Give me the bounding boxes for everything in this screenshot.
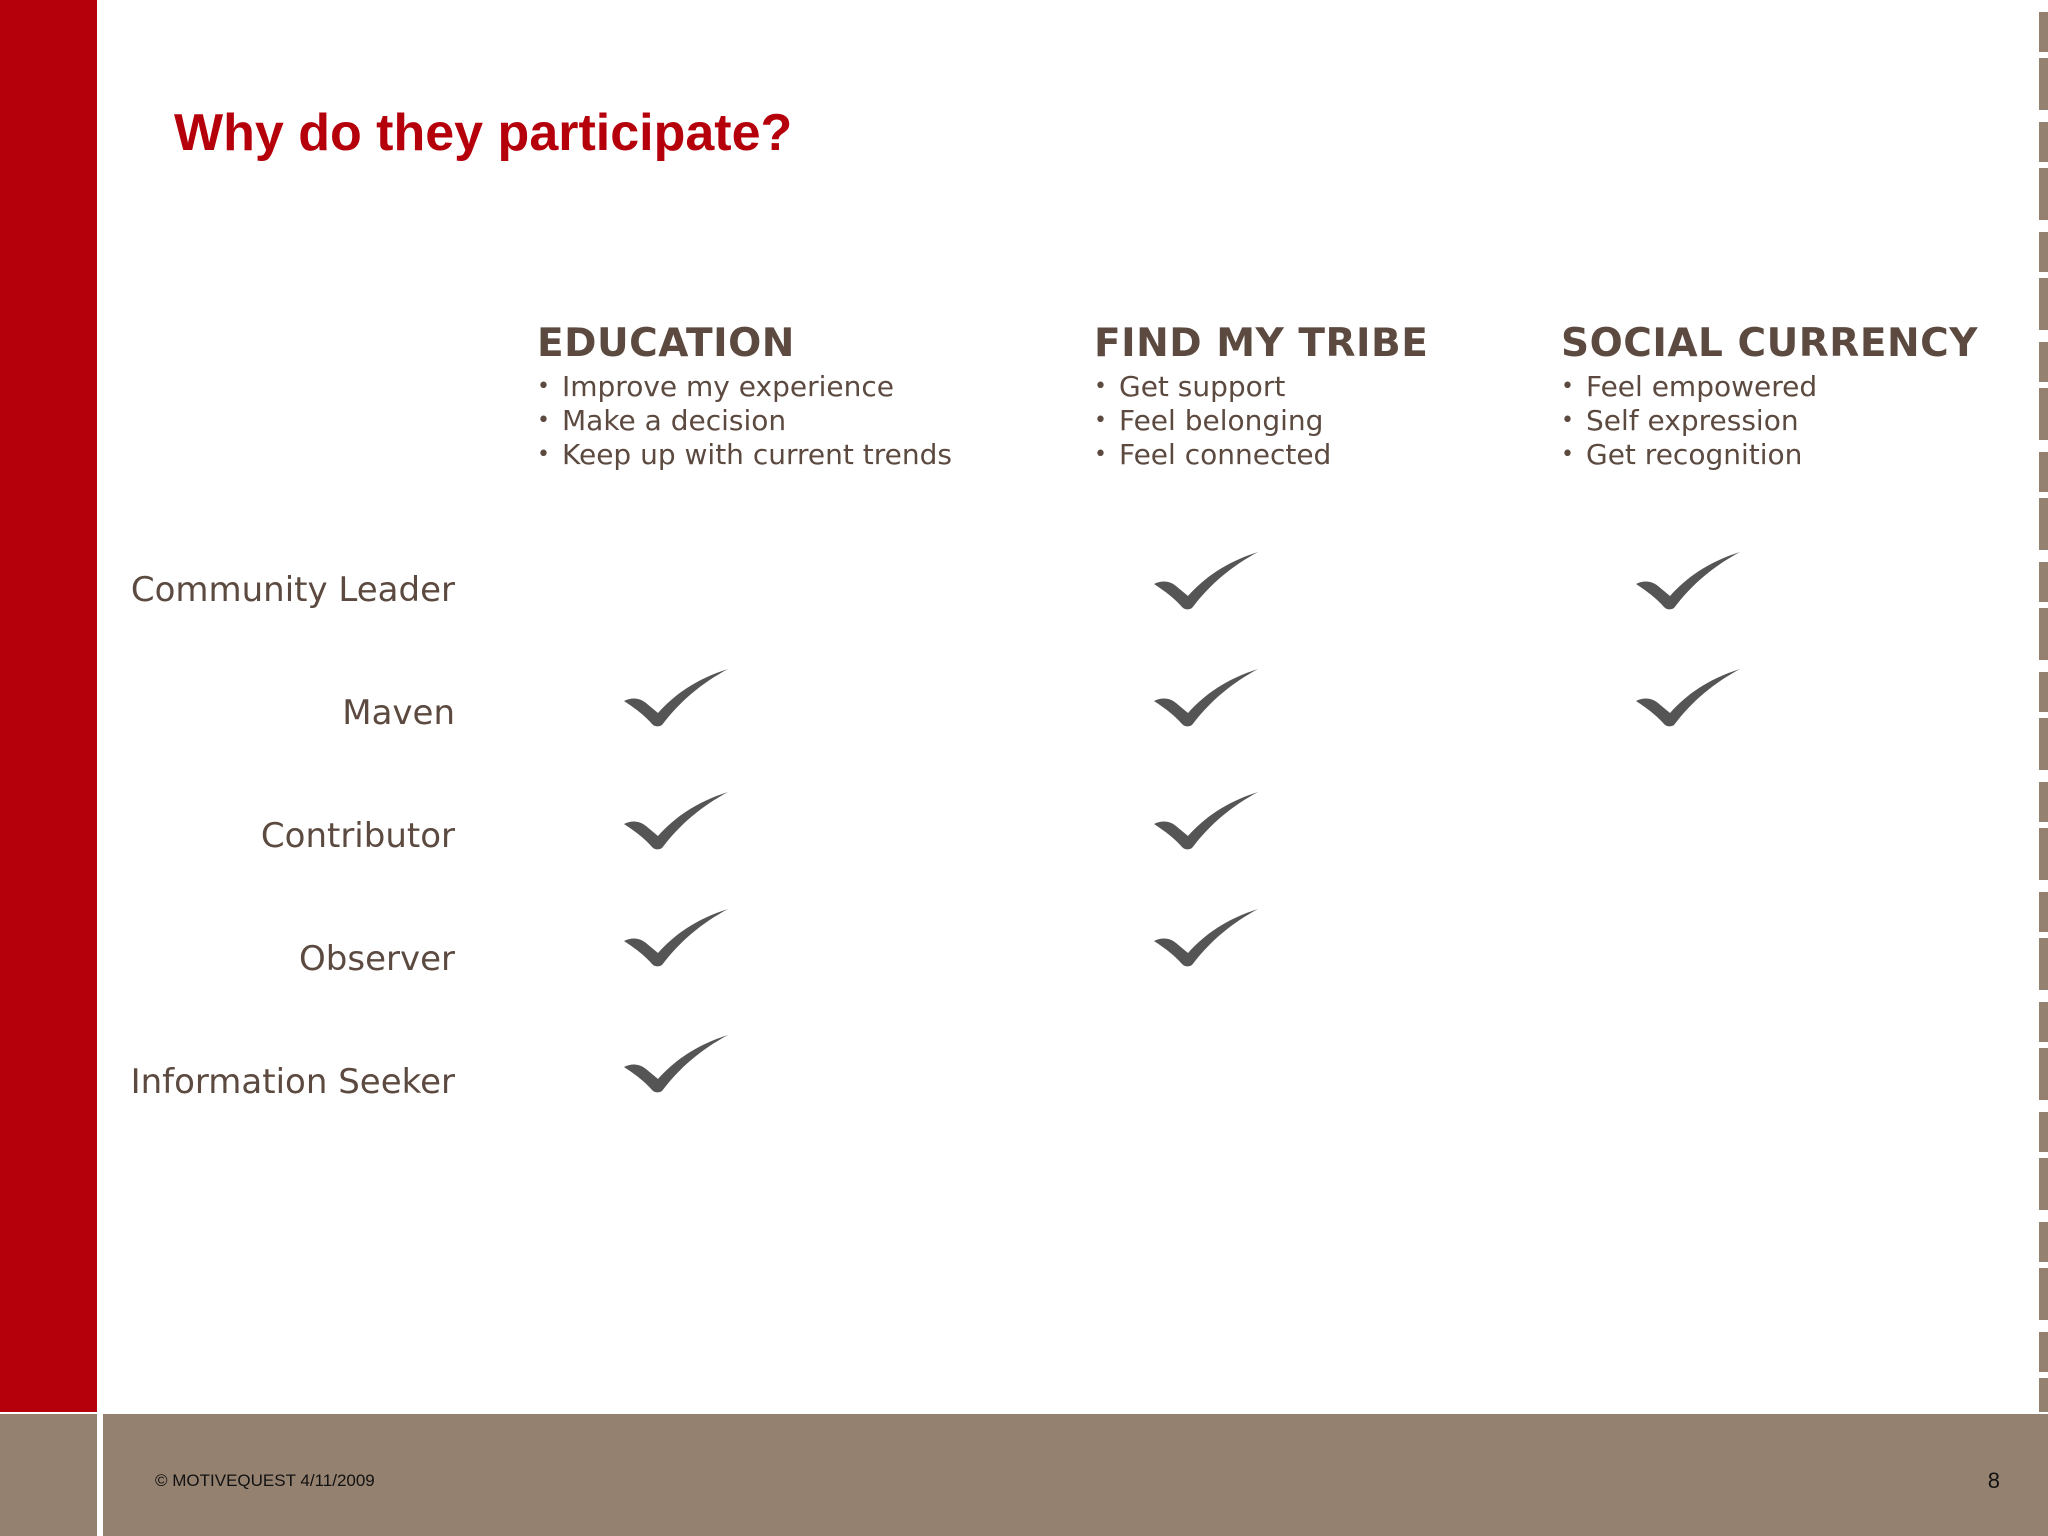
left-divider (97, 0, 103, 1536)
footer-band (103, 1414, 2048, 1536)
checkmark-icon (1152, 790, 1260, 850)
column-social-currency (1561, 318, 1978, 472)
bullet-list (1094, 370, 1428, 472)
list-item: • Keep up with current trends (537, 438, 952, 471)
left-footer-block (0, 1414, 97, 1536)
bullet-list (537, 370, 952, 472)
slide-title: Why do they participate? (174, 104, 793, 162)
list-item: • Feel belonging (1094, 404, 1324, 437)
footer-copyright: © MOTIVEQUEST 4/11/2009 (155, 1471, 375, 1490)
bullet-icon: • (1094, 374, 1107, 399)
column-education (537, 318, 952, 472)
list-item: • Feel empowered (1561, 370, 1818, 403)
checkmark-icon (1634, 667, 1742, 727)
list-item: • Self expression (1561, 404, 1799, 437)
bullet-icon: • (537, 442, 550, 467)
list-item: • Make a decision (537, 404, 787, 437)
left-accent-bar (0, 0, 97, 1412)
checkmark-icon (622, 667, 730, 727)
bullet-icon: • (1094, 408, 1107, 433)
bullet-list (1561, 370, 1978, 472)
row-label-observer: Observer (299, 939, 455, 979)
list-item: • Get recognition (1561, 438, 1803, 471)
row-label-community-leader: Community Leader (130, 570, 455, 610)
bullet-icon: • (537, 374, 550, 399)
bullet-icon: • (1561, 442, 1574, 467)
column-heading: FIND MY TRIBE (1094, 321, 1429, 366)
row-label-contributor: Contributor (260, 816, 455, 856)
checkmark-icon (1634, 550, 1742, 610)
list-item: • Get support (1094, 370, 1286, 403)
bullet-icon: • (1561, 374, 1574, 399)
column-find-my-tribe (1094, 318, 1428, 472)
checkmark-icon (1152, 907, 1260, 967)
right-decorative-strip (2036, 0, 2048, 1412)
checkmark-icon (622, 1033, 730, 1093)
column-heading: SOCIAL CURRENCY (1561, 321, 1978, 366)
bullet-icon: • (537, 408, 550, 433)
list-item: • Improve my experience (537, 370, 894, 403)
bullet-icon: • (1561, 408, 1574, 433)
column-heading: EDUCATION (537, 321, 795, 366)
checkmark-icon (622, 907, 730, 967)
list-item: • Feel connected (1094, 438, 1332, 471)
page-number: 8 (1987, 1468, 2000, 1493)
row-label-information-seeker: Information Seeker (130, 1062, 455, 1102)
checkmark-icon (1152, 667, 1260, 727)
row-label-maven: Maven (342, 693, 455, 733)
bullet-icon: • (1094, 442, 1107, 467)
checkmark-icon (622, 790, 730, 850)
checkmark-icon (1152, 550, 1260, 610)
